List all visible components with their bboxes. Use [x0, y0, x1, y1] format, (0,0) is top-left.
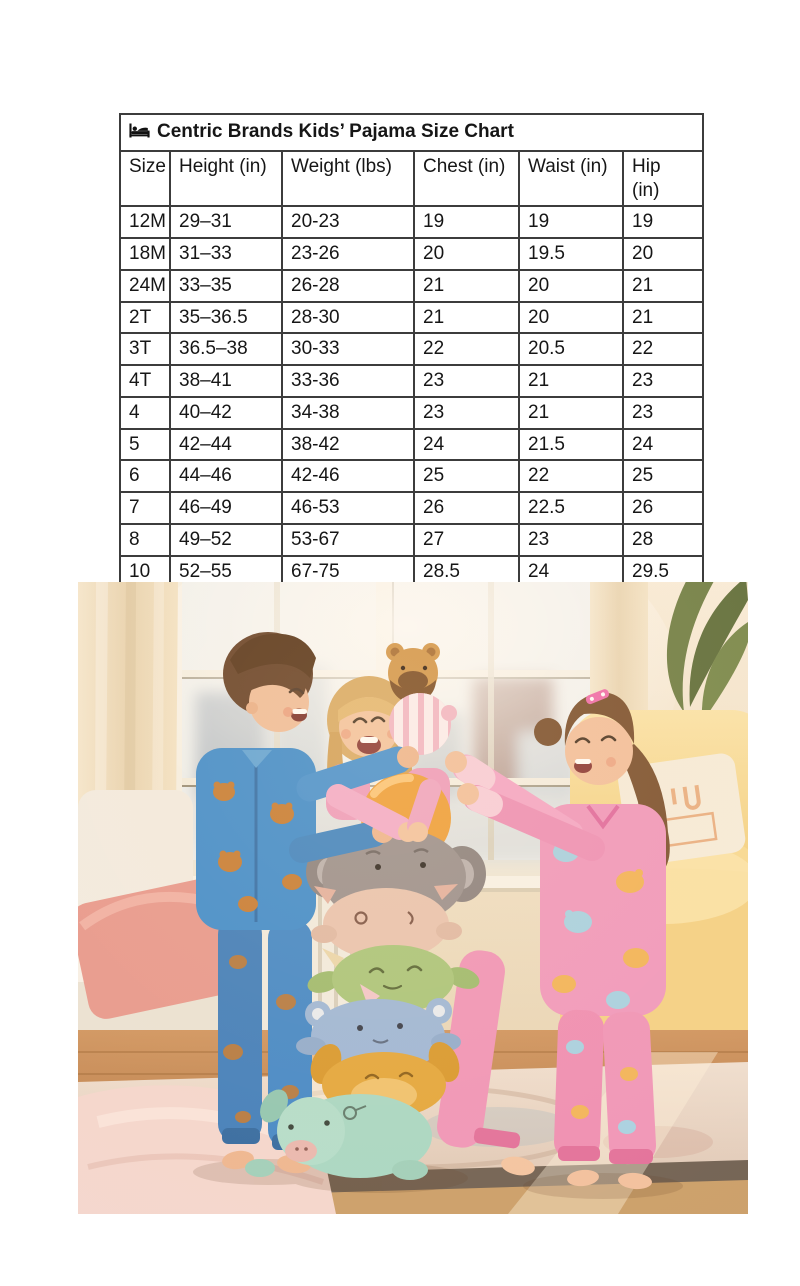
table-cell: 22.5	[519, 492, 623, 524]
table-cell: 27	[414, 524, 519, 556]
table-row	[120, 302, 703, 334]
table-cell: 46–49	[170, 492, 282, 524]
table-cell: 26-28	[282, 270, 414, 302]
table-cell: 20.5	[519, 333, 623, 365]
table-cell: 19.5	[519, 238, 623, 270]
table-cell: 19	[519, 206, 623, 238]
table-cell: 10	[120, 556, 170, 588]
table-cell: 67-75	[282, 556, 414, 588]
table-cell: 21	[414, 302, 519, 334]
table-cell: 23	[623, 365, 703, 397]
table-cell: 20	[414, 238, 519, 270]
table-cell: 24M	[120, 270, 170, 302]
table-cell: 22	[414, 333, 519, 365]
table-row	[120, 429, 703, 461]
column-header: Weight (lbs)	[282, 151, 414, 207]
table-cell: 38-42	[282, 429, 414, 461]
table-cell: 23	[623, 397, 703, 429]
table-row	[120, 460, 703, 492]
table-row	[120, 492, 703, 524]
column-header: Hip (in)	[623, 151, 703, 207]
table-cell: 21	[414, 270, 519, 302]
table-cell: 23	[519, 524, 623, 556]
table-cell: 21	[519, 365, 623, 397]
table-cell: 4	[120, 397, 170, 429]
table-cell: 36.5–38	[170, 333, 282, 365]
table-cell: 19	[623, 206, 703, 238]
table-title: Centric Brands Kids’ Pajama Size Chart	[157, 121, 514, 142]
table-cell: 25	[623, 460, 703, 492]
table-cell: 28	[623, 524, 703, 556]
table-cell: 30-33	[282, 333, 414, 365]
table-row	[120, 270, 703, 302]
table-cell: 44–46	[170, 460, 282, 492]
table-cell: 24	[623, 429, 703, 461]
table-row	[120, 524, 703, 556]
table-cell: 33-36	[282, 365, 414, 397]
table-row	[120, 238, 703, 270]
table-cell: 49–52	[170, 524, 282, 556]
table-cell: 21	[623, 302, 703, 334]
table-cell: 52–55	[170, 556, 282, 588]
table-cell: 29.5	[623, 556, 703, 588]
table-cell: 18M	[120, 238, 170, 270]
table-cell: 42-46	[282, 460, 414, 492]
table-cell: 4T	[120, 365, 170, 397]
table-cell: 21.5	[519, 429, 623, 461]
table-cell: 22	[519, 460, 623, 492]
table-cell: 28.5	[414, 556, 519, 588]
table-cell: 25	[414, 460, 519, 492]
table-cell: 22	[623, 333, 703, 365]
table-cell: 34-38	[282, 397, 414, 429]
table-cell: 28-30	[282, 302, 414, 334]
table-cell: 40–42	[170, 397, 282, 429]
table-row	[120, 206, 703, 238]
table-cell: 31–33	[170, 238, 282, 270]
table-cell: 29–31	[170, 206, 282, 238]
table-cell: 6	[120, 460, 170, 492]
table-cell: 8	[120, 524, 170, 556]
table-row	[120, 333, 703, 365]
table-cell: 23	[414, 365, 519, 397]
table-cell: 7	[120, 492, 170, 524]
table-header-row	[120, 151, 703, 207]
table-cell: 35–36.5	[170, 302, 282, 334]
table-cell: 24	[414, 429, 519, 461]
column-header: Height (in)	[170, 151, 282, 207]
column-header: Size	[120, 151, 170, 207]
table-row	[120, 397, 703, 429]
table-cell: 38–41	[170, 365, 282, 397]
table-cell: 19	[414, 206, 519, 238]
table-cell: 23	[414, 397, 519, 429]
pajama-kids-photo	[78, 582, 748, 1214]
table-cell: 12M	[120, 206, 170, 238]
size-chart-table	[119, 113, 704, 588]
table-cell: 20	[623, 238, 703, 270]
table-cell: 53-67	[282, 524, 414, 556]
table-row	[120, 365, 703, 397]
table-cell: 21	[623, 270, 703, 302]
table-cell: 33–35	[170, 270, 282, 302]
size-table-body	[120, 206, 703, 587]
table-cell: 20	[519, 270, 623, 302]
table-cell: 5	[120, 429, 170, 461]
table-cell: 23-26	[282, 238, 414, 270]
table-title-row	[120, 114, 703, 151]
table-cell: 20-23	[282, 206, 414, 238]
table-cell: 21	[519, 397, 623, 429]
table-cell: 2T	[120, 302, 170, 334]
table-cell: 46-53	[282, 492, 414, 524]
table-cell: 26	[623, 492, 703, 524]
table-cell: 20	[519, 302, 623, 334]
column-header: Waist (in)	[519, 151, 623, 207]
table-cell: 42–44	[170, 429, 282, 461]
table-cell: 24	[519, 556, 623, 588]
table-cell: 3T	[120, 333, 170, 365]
column-header: Chest (in)	[414, 151, 519, 207]
bed-icon	[129, 121, 150, 145]
table-cell: 26	[414, 492, 519, 524]
